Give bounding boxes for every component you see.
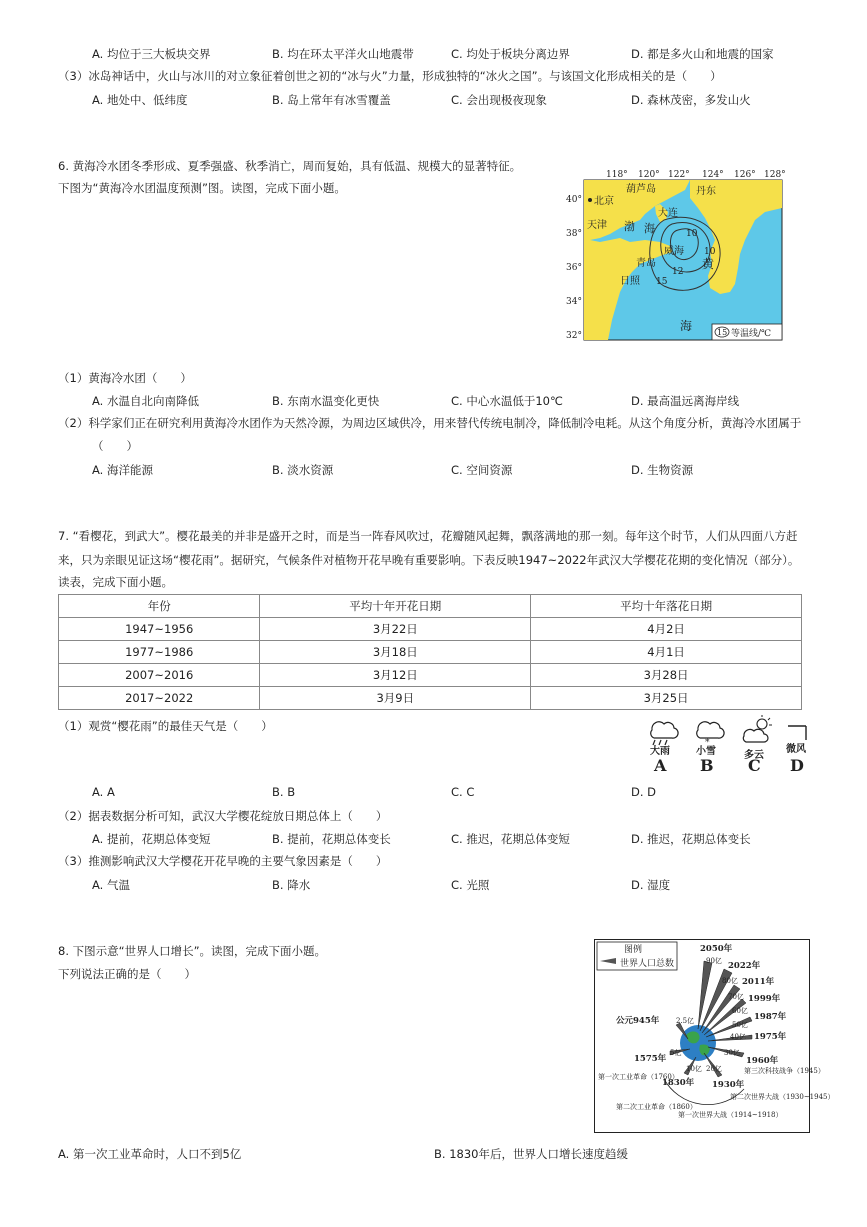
table-cell: 3月22日 xyxy=(260,618,531,641)
q6-sub2-question-line2: （ ） xyxy=(92,439,138,453)
q6-sub1-option-b: B. 东南水温变化更快 xyxy=(272,394,380,408)
isotherm-label: 15 xyxy=(656,277,668,287)
q7-stem-line2: 来，只为亲眼见证这场“樱花雨”。据研究，气候条件对植物开花早晚有重要影响。下表反映1947~2022年武汉大学樱花花期的变化情况（部分）。 xyxy=(58,553,800,567)
q6-sub2-option-d: D. 生物资源 xyxy=(631,463,694,477)
q6-sub1-option-d: D. 最高温远离海岸线 xyxy=(631,394,740,408)
q5-sub3-option-b: B. 岛上常年有冰雪覆盖 xyxy=(272,93,391,107)
year-label: 1987年 xyxy=(754,1012,787,1022)
place-rizhao: 日照 xyxy=(620,276,640,287)
weather-letter-b: B xyxy=(700,756,714,775)
table-cell: 1977~1986 xyxy=(59,641,260,664)
q7-sub1-option-b: B. B xyxy=(272,785,296,799)
table-row xyxy=(59,664,802,687)
lat-label: 36° xyxy=(566,263,582,273)
table-row xyxy=(59,687,802,710)
table-header-cell: 平均十年开花日期 xyxy=(260,595,531,618)
q7-sub3-question: （3）推测影响武汉大学樱花开花早晚的主要气象因素是（ ） xyxy=(58,854,388,868)
q7-sub3-option-a: A. 气温 xyxy=(92,878,130,892)
legend-isotherm-text: 等温线/℃ xyxy=(731,329,772,339)
svg-text:*: * xyxy=(705,738,710,748)
q5-sub3-question: （3）冰岛神话中，火山与冰川的对立象征着创世之初的“冰与火”力量，形成独特的“冰火之国”。与该国文化形成相关的是（ ） xyxy=(58,69,722,83)
q7-sub3-option-b: B. 降水 xyxy=(272,878,311,892)
place-bohai-2: 海 xyxy=(644,222,655,235)
place-qingdao: 青岛 xyxy=(636,258,656,269)
year-label: 2011年 xyxy=(742,977,775,987)
q6-sub2-option-a: A. 海洋能源 xyxy=(92,463,153,477)
event-label: 第三次科技战争（1945） xyxy=(744,1067,825,1075)
year-label: 1830年 xyxy=(662,1078,695,1088)
amount-label: 2.5亿 xyxy=(676,1017,695,1025)
event-label: 第一次工业革命（1760） xyxy=(598,1073,679,1081)
q7-sub2-option-b: B. 提前，花期总体变长 xyxy=(272,832,391,846)
light-snow-icon xyxy=(697,722,724,748)
table-cell: 3月28日 xyxy=(531,664,802,687)
q8-stem-line1: 8. 下图示意“世界人口增长”。读图，完成下面小题。 xyxy=(58,944,327,958)
place-bohai-1: 渤 xyxy=(624,220,635,233)
q6-sub2-option-b: B. 淡水资源 xyxy=(272,463,334,477)
legend-title: 图例 xyxy=(624,945,643,955)
year-label: 1930年 xyxy=(712,1080,745,1090)
event-label: 第一次世界大战（1914~1918） xyxy=(678,1111,783,1119)
isotherm-label: 12 xyxy=(672,267,684,277)
table-cell: 1947~1956 xyxy=(59,618,260,641)
lon-label: 120° xyxy=(638,170,660,180)
amount-label: 5亿 xyxy=(670,1049,682,1057)
weather-label-d: 微风 xyxy=(786,744,806,755)
beijing-marker xyxy=(588,198,592,202)
q5-row1-option-c: C. 均处于板块分离边界 xyxy=(451,47,570,61)
amount-label: 80亿 xyxy=(722,977,738,985)
lon-label: 124° xyxy=(702,170,724,180)
weather-symbols xyxy=(644,714,814,774)
q7-sub2-option-d: D. 推迟，花期总体变长 xyxy=(631,832,751,846)
q7-sub1-option-c: C. C xyxy=(451,785,475,799)
lon-label: 122° xyxy=(668,170,690,180)
weather-letter-a: A xyxy=(654,756,667,775)
isotherm-label: 10 xyxy=(686,229,698,239)
q6-sub2-option-c: C. 空间资源 xyxy=(451,463,513,477)
q8-option-a: A. 第一次工业革命时，人口不到5亿 xyxy=(58,1147,242,1161)
table-header-row xyxy=(59,595,802,618)
event-label: 第二次工业革命（1860） xyxy=(616,1103,697,1111)
q5-sub3-option-d: D. 森林茂密，多发山火 xyxy=(631,93,751,107)
place-weihai: 威海 xyxy=(664,246,684,257)
table-cell: 2007~2016 xyxy=(59,664,260,687)
q7-sub2-option-a: A. 提前，花期总体变短 xyxy=(92,832,211,846)
weather-letter-d: D xyxy=(790,756,804,775)
place-yellow-sea-1: 黄 xyxy=(702,257,715,271)
lon-label: 118° xyxy=(606,170,628,180)
year-label: 公元945年 xyxy=(616,1016,660,1026)
weather-label-a: 大雨 xyxy=(650,746,670,757)
q7-sub1-question: （1）观赏“樱花雨”的最佳天气是（ ） xyxy=(58,719,273,733)
place-yellow-sea-2: 海 xyxy=(680,319,693,333)
lon-label: 128° xyxy=(764,170,786,180)
amount-label: 90亿 xyxy=(706,957,722,965)
weather-label-c: 多云 xyxy=(744,750,764,761)
year-label: 1999年 xyxy=(748,994,781,1004)
table-cell: 2017~2022 xyxy=(59,687,260,710)
amount-label: 10亿 xyxy=(686,1065,702,1073)
q5-row1-option-d: D. 都是多火山和地震的国家 xyxy=(631,47,774,61)
q6-sub1-option-c: C. 中心水温低于10℃ xyxy=(451,394,563,408)
lon-label: 126° xyxy=(734,170,756,180)
table-cell: 3月25日 xyxy=(531,687,802,710)
q7-sub1-option-a: A. A xyxy=(92,785,115,799)
year-label: 1960年 xyxy=(746,1056,779,1066)
yellow-sea-cold-water-map xyxy=(560,168,788,346)
q6-stem-line2: 下图为“黄海冷水团温度预测”图。读图，完成下面小题。 xyxy=(58,181,346,195)
legend-text: 世界人口总数 xyxy=(620,959,675,969)
weather-letter-c: C xyxy=(748,756,761,775)
light-breeze-icon xyxy=(788,726,806,740)
place-beijing: 北京 xyxy=(594,196,614,207)
year-label: 2050年 xyxy=(700,944,733,954)
table-cell: 4月1日 xyxy=(531,641,802,664)
table-cell: 4月2日 xyxy=(531,618,802,641)
q6-stem-line1: 6. 黄海冷水团冬季形成、夏季强盛、秋季消亡，周而复始，具有低温、规模大的显著特征。 xyxy=(58,159,522,173)
q7-sub2-option-c: C. 推迟，花期总体变短 xyxy=(451,832,570,846)
partly-cloudy-icon xyxy=(743,715,772,742)
lat-label: 34° xyxy=(566,297,582,307)
table-row xyxy=(59,641,802,664)
q8-option-b: B. 1830年后，世界人口增长速度趋缓 xyxy=(434,1147,628,1161)
lat-label: 38° xyxy=(566,229,582,239)
lat-label: 32° xyxy=(566,331,582,341)
year-label: 1575年 xyxy=(634,1054,667,1064)
q6-sub1-option-a: A. 水温自北向南降低 xyxy=(92,394,199,408)
event-label: 第二次世界大战（1930~1945） xyxy=(730,1093,835,1101)
q5-sub3-option-c: C. 会出现极夜现象 xyxy=(451,93,547,107)
year-label: 2022年 xyxy=(728,961,761,971)
world-population-growth-figure xyxy=(594,939,835,1133)
table-header-cell: 年份 xyxy=(59,595,260,618)
table-cell: 3月9日 xyxy=(260,687,531,710)
place-tianjin: 天津 xyxy=(587,220,607,231)
q8-stem-line2: 下列说法正确的是（ ） xyxy=(58,967,196,981)
globe-icon xyxy=(680,1025,716,1061)
place-dalian: 大连 xyxy=(658,208,678,219)
table-header-cell: 平均十年落花日期 xyxy=(531,595,802,618)
q7-sub1-option-d: D. D xyxy=(631,785,657,799)
table-cell: 3月12日 xyxy=(260,664,531,687)
sakura-bloom-table xyxy=(58,594,802,710)
q7-sub3-option-d: D. 湿度 xyxy=(631,878,671,892)
legend-isotherm-num: 15 xyxy=(717,328,728,337)
heavy-rain-icon xyxy=(651,722,678,745)
amount-label: 60亿 xyxy=(732,1007,748,1015)
table-row xyxy=(59,618,802,641)
q6-sub1-question: （1）黄海冷水团（ ） xyxy=(58,371,192,385)
place-dandong: 丹东 xyxy=(696,186,716,197)
amount-label: 40亿 xyxy=(730,1033,746,1041)
q6-sub2-question-line1: （2）科学家们正在研究利用黄海冷水团作为天然冷源，为周边区域供冷，用来替代传统电制冷，降低制冷电耗。从这个角度分析，黄海冷水团属于 xyxy=(58,416,802,430)
q5-row1-option-b: B. 均在环太平洋火山地震带 xyxy=(272,47,414,61)
weather-label-b: 小雪 xyxy=(696,746,716,757)
amount-label: 20亿 xyxy=(706,1065,722,1073)
q7-sub3-option-c: C. 光照 xyxy=(451,878,490,892)
isotherm-label: 10 xyxy=(704,247,716,257)
q7-sub2-question: （2）据表数据分析可知，武汉大学樱花绽放日期总体上（ ） xyxy=(58,809,388,823)
q7-stem-line3: 读表，完成下面小题。 xyxy=(58,575,173,589)
lat-label: 40° xyxy=(566,195,582,205)
place-huludao: 葫芦岛 xyxy=(626,184,656,195)
q5-row1-option-a: A. 均位于三大板块交界 xyxy=(92,47,211,61)
amount-label: 70亿 xyxy=(728,993,744,1001)
year-label: 1975年 xyxy=(754,1032,787,1042)
amount-label: 50亿 xyxy=(732,1021,748,1029)
q5-sub3-option-a: A. 地处中、低纬度 xyxy=(92,93,188,107)
q7-stem-line1: 7. “看樱花，到武大”。樱花最美的并非是盛开之时，而是当一阵春风吹过，花瓣随风起舞，飘落满地的那一刻。每年这个时节，人们从四面八方赶 xyxy=(58,529,798,543)
table-cell: 3月18日 xyxy=(260,641,531,664)
amount-label: 30亿 xyxy=(724,1049,740,1057)
